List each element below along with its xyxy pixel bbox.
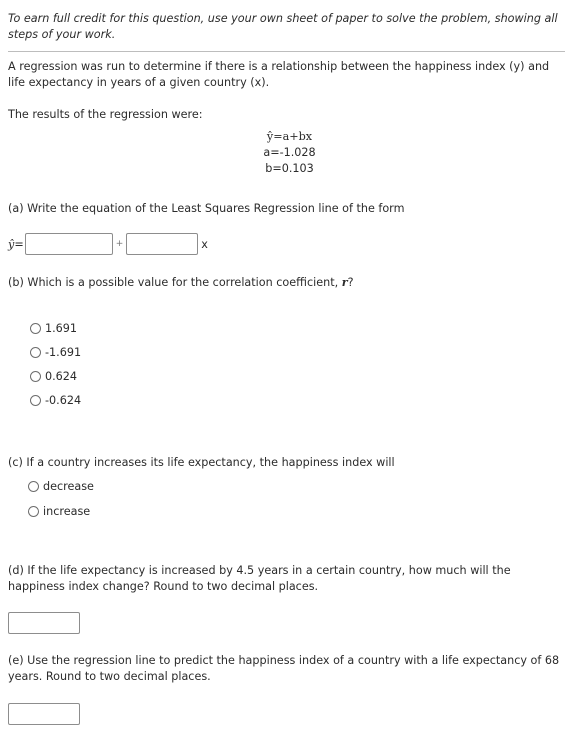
- plus-sign: +: [115, 239, 124, 249]
- radio-button[interactable]: [30, 323, 41, 334]
- option-label: 0.624: [45, 369, 78, 383]
- option-label: 1.691: [45, 321, 78, 335]
- option-1-691[interactable]: [30, 320, 81, 336]
- radio-button[interactable]: [28, 506, 39, 517]
- part-c-options: [28, 478, 94, 519]
- option-decrease[interactable]: [28, 478, 94, 494]
- part-c-question: (c) If a country increases its life expectancy, the happiness index will: [8, 456, 395, 469]
- option-label: -1.691: [45, 345, 82, 359]
- option-label: increase: [43, 504, 91, 518]
- option-label: -0.624: [45, 393, 82, 407]
- regression-results: [0, 129, 573, 177]
- divider: [8, 51, 565, 52]
- radio-button[interactable]: [30, 395, 41, 406]
- question-mark: ?: [347, 276, 354, 289]
- option-label: decrease: [43, 479, 94, 493]
- radio-button[interactable]: [30, 347, 41, 358]
- part-b-options: [30, 320, 81, 408]
- option-neg-0-624[interactable]: [30, 392, 81, 408]
- results-intro: The results of the regression were:: [8, 108, 203, 121]
- part-b-question-text: (b) Which is a possible value for the correlation coefficient,: [8, 276, 342, 289]
- part-d-answer-input[interactable]: [8, 612, 80, 634]
- x-suffix: x: [201, 237, 208, 251]
- equals-sign: =: [14, 237, 24, 251]
- radio-button[interactable]: [30, 371, 41, 382]
- part-e-question: (e) Use the regression line to predict the happiness index of a country with a life expectancy of 68 years. Round to two decimal places.: [8, 654, 560, 683]
- instructions-text: To earn full credit for this question, use your own sheet of paper to solve the problem, showing all steps of your work.: [8, 12, 558, 41]
- part-a-question: (a) Write the equation of the Least Squares Regression line of the form: [8, 202, 405, 215]
- option-increase[interactable]: [28, 503, 94, 519]
- part-b-question: [8, 274, 568, 291]
- coefficient-a: a=-1.028: [263, 146, 316, 159]
- part-d-question: (d) If the life expectancy is increased by 4.5 years in a certain country, how much will the happiness index change? Round to two decimal places.: [8, 564, 511, 593]
- option-0-624[interactable]: [30, 368, 81, 384]
- part-e-answer-input[interactable]: [8, 703, 80, 725]
- part-a-equation-row: [8, 233, 208, 255]
- r-symbol: r: [341, 275, 348, 289]
- problem-statement: A regression was run to determine if there is a relationship between the happiness index (y) and life expectancy in years of a given country (x).: [8, 60, 550, 89]
- coefficient-b: b=0.103: [265, 162, 314, 175]
- yhat-label: ŷ: [8, 237, 15, 251]
- intercept-input[interactable]: [25, 233, 113, 255]
- regression-equation: ŷ=a+bx: [266, 130, 313, 143]
- radio-button[interactable]: [28, 481, 39, 492]
- option-neg-1-691[interactable]: [30, 344, 81, 360]
- slope-input[interactable]: [126, 233, 198, 255]
